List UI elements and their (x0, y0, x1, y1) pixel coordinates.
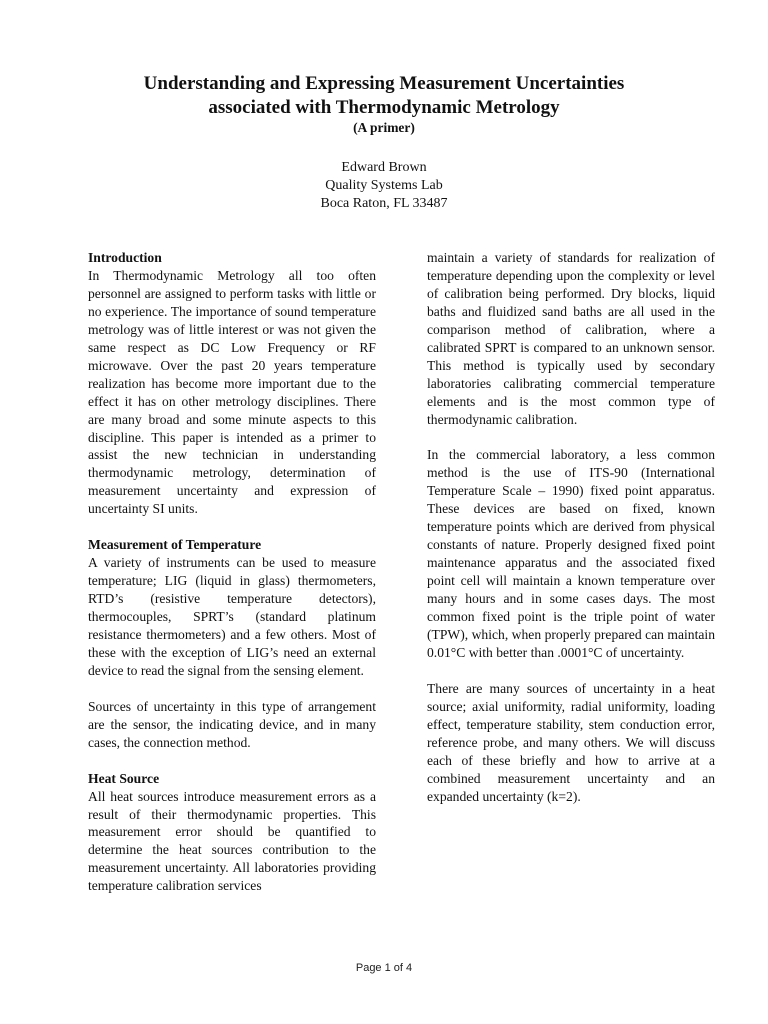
author-block (0, 159, 768, 213)
title-line-2: associated with Thermodynamic Metrology (208, 97, 560, 118)
document-subtitle: (A primer) (353, 120, 415, 135)
heat-source-paragraph: All heat sources introduce measurement errors as a result of their thermodynamic properties. This measurement error should be quantified to determine the heat sources contribution to the measurement uncertainty. All laboratories providing temperature calibration services (88, 788, 376, 894)
uncertainty-sources-paragraph: There are many sources of uncertainty in a heat source; axial uniformity, radial uniformity, loading effect, temperature stability, stem conduction error, reference probe, and many others. We will discuss each of these briefly and how to arrive at a combined measurement uncertainty and an expanded uncertainty (k=2). (427, 680, 715, 804)
its90-paragraph: In the commercial laboratory, a less common method is the use of ITS-90 (International Temperature Scale – 1990) fixed point apparatus. These devices are based on fixed, known temperature points which are derived from physical constants of nature. Properly designed fixed point maintenance apparatus and the associated fixed point cell will maintain a known temperature over many hours and in some cases days. The most common fixed point is the triple point of water (TPW), which, when properly prepared can maintain 0.01°C with better than .0001°C of uncertainty. (427, 447, 715, 660)
document-title (0, 72, 768, 120)
page-number: Page 1 of 4 (355, 962, 413, 974)
sources-paragraph: Sources of uncertainty in this type of arrangement are the sensor, the indicating device, and in many cases, the connection method. (88, 698, 376, 750)
author-name: Edward Brown (341, 160, 427, 175)
measurement-paragraph: A variety of instruments can be used to measure temperature; LIG (liquid in glass) thermometers, RTD’s (resistive temperature detectors), thermocouples, SPRT’s (standard platinum resistance thermometers) and a few others. Most of these with the exception of LIG’s need an external device to read the signal from the sensing element. (88, 555, 376, 678)
author-location: Boca Raton, FL 33487 (320, 196, 448, 211)
measurement-heading: Measurement of Temperature (88, 537, 262, 553)
standards-paragraph: maintain a variety of standards for realization of temperature depending upon the complexity or level of calibration being performed. Dry blocks, liquid baths and fluidized sand baths are all used in the comparison method of calibration, where a calibrated SPRT is compared to an unknown sensor. This method is typically used by secondary laboratories calibrating commercial temperature elements and is the most common type of thermodynamic calibration. (427, 250, 715, 427)
introduction-heading: Introduction (88, 250, 162, 265)
right-column (427, 249, 715, 806)
title-line-1: Understanding and Expressing Measurement Uncertainties (143, 73, 625, 94)
author-organization: Quality Systems Lab (325, 178, 443, 193)
left-column (88, 249, 376, 895)
introduction-paragraph: In Thermodynamic Metrology all too often personnel are assigned to perform tasks with little or no experience. The importance of sound temperature metrology was of little interest or was not given the same respect as DC Low Frequency or RF microwave. Over the past 20 years temperature realization has become more important due to the effect it has on other metrology disciplines. There are many broad and some minute aspects to this discipline. This paper is intended as a primer to assist the new technician in understanding thermodynamic metrology, determination of measurement uncertainty and expression of uncertainty SI units. (88, 267, 376, 517)
heat-source-heading: Heat Source (88, 770, 160, 786)
